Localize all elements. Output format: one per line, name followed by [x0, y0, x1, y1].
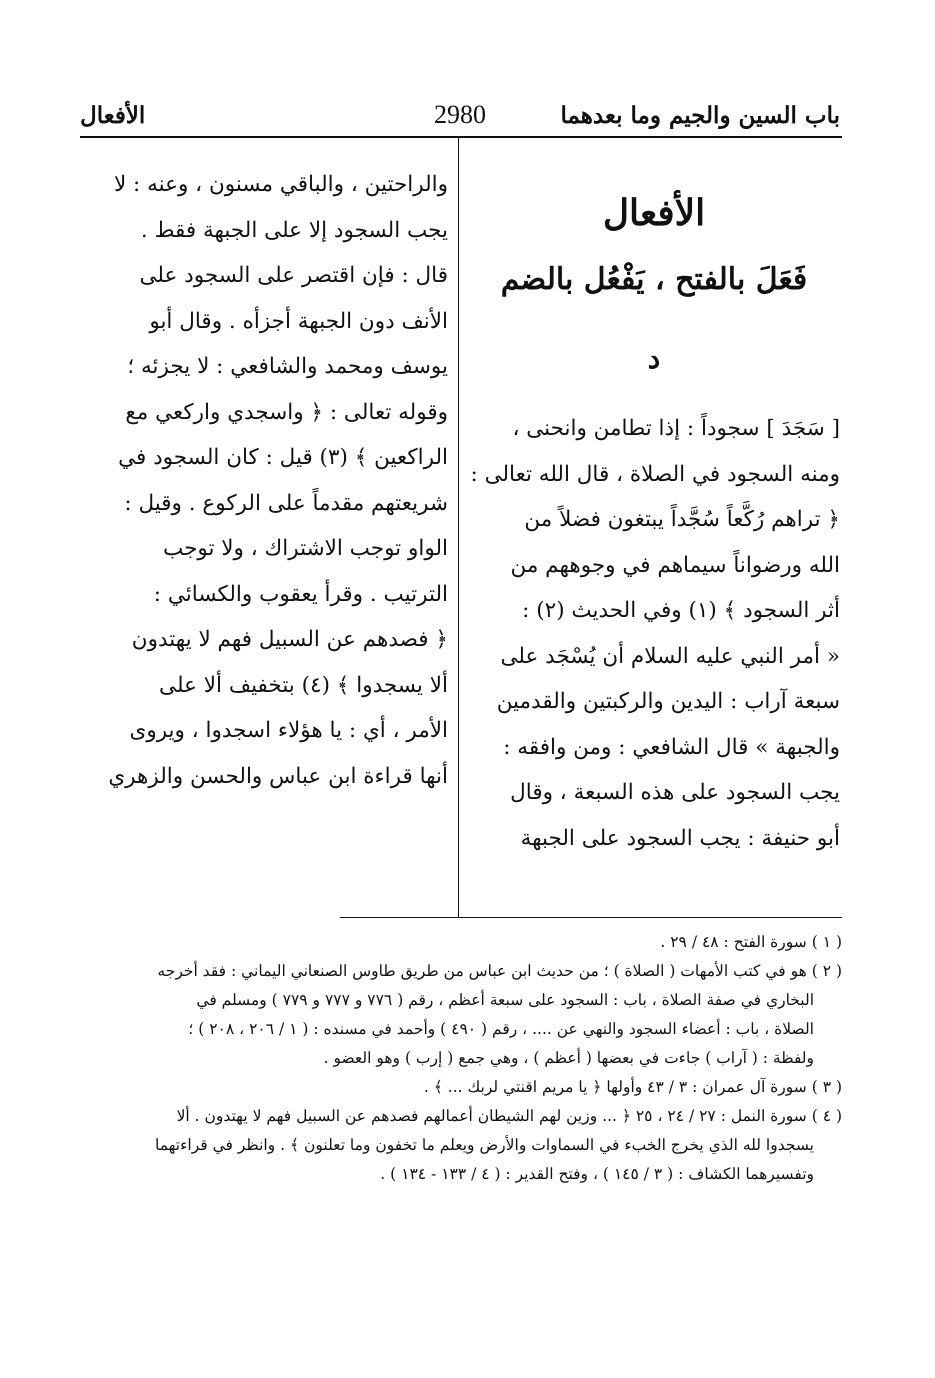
text-line: قال : فإن اقتصر على السجود على [139, 263, 448, 288]
section-title: الأفعال [80, 102, 146, 129]
running-header [80, 98, 840, 138]
right-column-text [468, 406, 840, 861]
text-line: الترتيب . وقرأ يعقوب والكسائي : [153, 581, 448, 607]
footnote-2-cont: الصلاة ، باب : أعضاء السجود والنهي عن .... ، رقم ( ٤٩٠ ) وأحمد في مسنده : ( ١ / ٢٠٦ ، ٢٠٨ ) ؛ [188, 1020, 814, 1038]
header-rule [80, 136, 842, 138]
text-line: أبو حنيفة : يجب السجود على الجبهة [520, 825, 840, 851]
text-line: يوسف ومحمد والشافعي : لا يجزئه ؛ [127, 354, 448, 379]
text-line: الراكعين ﴾ (٣) قيل : كان السجود في [118, 445, 448, 470]
left-column-text [78, 162, 448, 799]
footnote-1: ( ١ ) سورة الفتح : ٤٨ / ٢٩ . [660, 933, 842, 951]
text-line: الواو توجب الاشتراك ، ولا توجب [162, 536, 448, 561]
text-line: ﴿ فصدهم عن السبيل فهم لا يهتدون [131, 627, 448, 652]
text-line: الأنف دون الجبهة أجزأه . وقال أبو [149, 308, 448, 334]
text-line: ألا يسجدوا ﴾ (٤) بتخفيف ألا على [159, 672, 448, 698]
text-line: أنها قراءة ابن عباس والحسن والزهري [108, 763, 448, 789]
text-line: الله ورضواناً سيماهم في وجوههم من [510, 552, 840, 578]
text-line: وقوله تعالى : ﴿ واسجدي واركعي مع [125, 399, 448, 425]
text-line: يجب السجود على هذه السبعة ، وقال [510, 780, 840, 805]
heading-verb-pattern: فَعَلَ بالفتح ، يَفْعُل بالضم [500, 262, 808, 297]
text-line: أثر السجود ﴾ (١) وفي الحديث (٢) : [522, 598, 840, 623]
text-line: الأمر ، أي : يا هؤلاء اسجدوا ، ويروى [129, 718, 448, 743]
text-line: سبعة آراب : اليدين والركبتين والقدمين [496, 689, 840, 714]
column-divider [458, 137, 459, 917]
text-line: « أمر النبي عليه السلام أن يُسْجَد على [500, 643, 840, 669]
footnote-2: ( ٢ ) هو في كتب الأمهات ( الصلاة ) ؛ من حديث ابن عباس من طريق طاوس الصنعاني اليماني : فقد أخرجه [157, 962, 842, 980]
text-line: ومنه السجود في الصلاة ، قال الله تعالى : [470, 461, 840, 487]
footnote-4: ( ٤ ) سورة النمل : ٢٧ / ٢٤ ، ٢٥ ﴿ ... وزين لهم الشيطان أعمالهم فصدهم عن السبيل فهم لا يهتدون . ألا [176, 1107, 842, 1125]
footnote-2-cont: البخاري في صفة الصلاة ، باب : السجود على سبعة أعظم ، رقم ( ٧٧٦ و ٧٧٧ و ٧٧٩ ) ومسلم في [196, 991, 814, 1009]
footnote-4-cont: يسجدوا لله الذي يخرج الخبء في السماوات والأرض ويعلم ما تخفون وما تعلنون ﴾ . وانظر في قراءتهما [154, 1136, 814, 1154]
text-line: ﴿ تراهم رُكَّعاً سُجَّداً يبتغون فضلاً من [524, 507, 840, 532]
chapter-title: باب السين والجيم وما بعدهما [560, 102, 840, 129]
heading-verbs: الأفعال [602, 192, 706, 234]
footnote-4-cont: وتفسيرهما الكشاف : ( ٣ / ١٤٥ ) ، وفتح القدير : ( ٤ / ١٣٣ - ١٣٤ ) . [380, 1165, 814, 1183]
page-number: 2980 [434, 100, 486, 129]
footnote-3: ( ٣ ) سورة آل عمران : ٣ / ٤٣ وأولها ﴿ يا مريم اقنتي لربك ... ﴾ . [423, 1078, 842, 1096]
text-line: والجبهة » قال الشافعي : ومن وافقه : [503, 734, 840, 760]
text-line: والراحتين ، والباقي مسنون ، وعنه : لا [113, 172, 448, 197]
footnote-rule [340, 917, 842, 918]
text-line: يجب السجود إلا على الجبهة فقط . [140, 217, 448, 243]
heading-letter: د [647, 342, 661, 375]
footnote-2-cont: ولفظة : ( آراب ) جاءت في بعضها ( أعظم ) ، وهي جمع ( إرب ) وهو العضو . [323, 1049, 814, 1067]
text-line: شريعتهم مقدماً على الركوع . وقيل : [124, 490, 448, 516]
footnotes [78, 928, 842, 1189]
text-line: [ سَجَدَ ] سجوداً : إذا تطامن وانحنى ، [512, 416, 840, 441]
